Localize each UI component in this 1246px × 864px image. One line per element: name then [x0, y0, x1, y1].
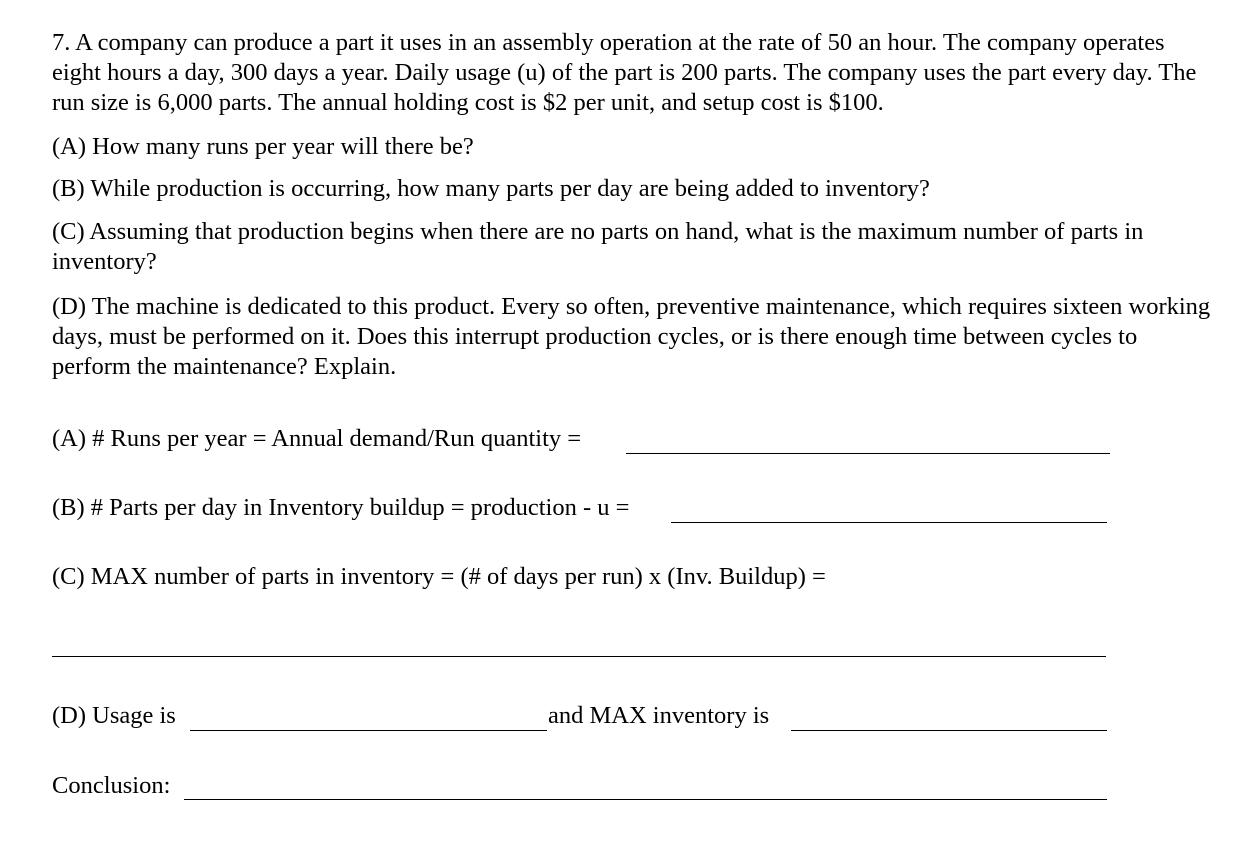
answer-d-usage-label: (D) Usage is: [52, 702, 176, 729]
conclusion-blank[interactable]: [184, 799, 1107, 800]
answer-a-prompt: (A) # Runs per year = Annual demand/Run quantity =: [52, 425, 582, 452]
answer-b-blank[interactable]: [671, 522, 1107, 523]
answer-c-blank[interactable]: [52, 656, 1106, 657]
question-b: (B) While production is occurring, how many parts per day are being added to inventory?: [52, 175, 930, 202]
problem-statement: 7. A company can produce a part it uses in an assembly operation at the rate of 50 an hour. The company operates eight hours a day, 300 days a year. Daily usage (u) of the part is 200 parts. The company uses the part every day. The run size is 6,000 parts. The annual holding cost is $2 per unit, and setup cost is $100.: [52, 29, 1197, 116]
conclusion-label: Conclusion:: [52, 772, 171, 799]
answer-d-usage-blank[interactable]: [190, 730, 547, 731]
question-c: (C) Assuming that production begins when there are no parts on hand, what is the maximum number of parts in inventory?: [52, 218, 1144, 275]
answer-b-prompt: (B) # Parts per day in Inventory buildup = production - u =: [52, 494, 630, 521]
answer-d-max-inventory-label: and MAX inventory is: [548, 702, 770, 729]
question-a: (A) How many runs per year will there be?: [52, 133, 474, 160]
answer-d-max-inventory-blank[interactable]: [791, 730, 1107, 731]
answer-c-prompt: (C) MAX number of parts in inventory = (# of days per run) x (Inv. Buildup) =: [52, 563, 826, 590]
question-d: (D) The machine is dedicated to this product. Every so often, preventive maintenance, which requires sixteen working days, must be performed on it. Does this interrupt production cycles, or is there enough time between cycles to perform the maintenance? Explain.: [52, 293, 1211, 380]
answer-a-blank[interactable]: [626, 453, 1110, 454]
